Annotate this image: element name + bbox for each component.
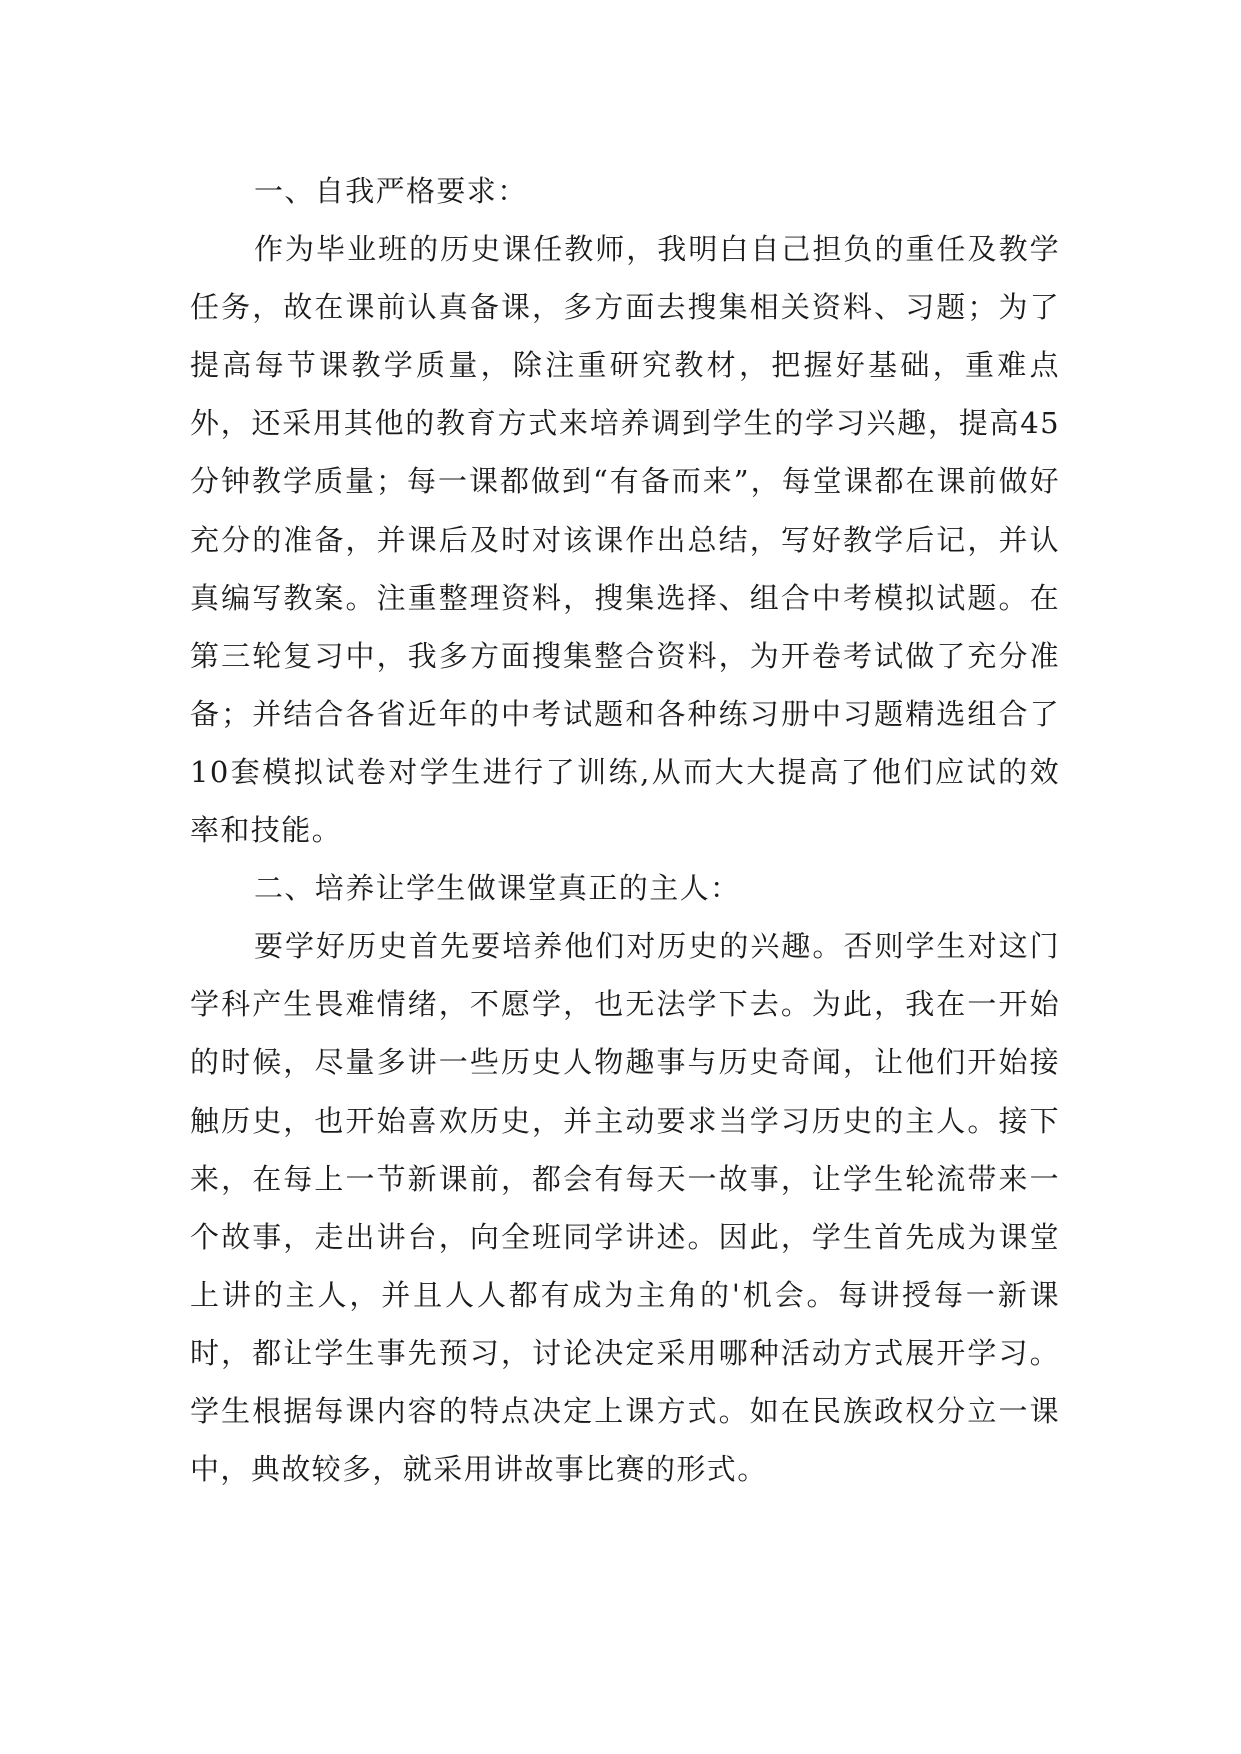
section-paragraph-1: 作为毕业班的历史课任教师，我明白自己担负的重任及教学任务，故在课前认真备课，多方面去搜集相关资料、习题；为了提高每节课教学质量，除注重研究教材，把握好基础，重难点外，还采用其他的教育方式来培养调到学生的学习兴趣，提高45分钟教学质量；每一课都做到“有备而来”，每堂课都在课前做好充分的准备，并课后及时对该课作出总结，写好教学后记，并认真编写教案。注重整理资料，搜集选择、组合中考模拟试题。在第三轮复习中，我多方面搜集整合资料，为开卷考试做了充分准备；并结合各省近年的中考试题和各种练习册中习题精选组合了10套模拟试卷对学生进行了训练,从而大大提高了他们应试的效率和技能。 (190, 232, 1060, 848)
section-heading-2: 二、培养让学生做课堂真正的主人： (254, 871, 741, 906)
section-paragraph-2: 要学好历史首先要培养他们对历史的兴趣。否则学生对这门学科产生畏难情绪，不愿学，也无法学下去。为此，我在一开始的时候，尽量多讲一些历史人物趣事与历史奇闻，让他们开始接触历史，也开始喜欢历史，并主动要求当学习历史的主人。接下来，在每上一节新课前，都会有每天一故事，让学生轮流带来一个故事，走出讲台，向全班同学讲述。因此，学生首先成为课堂上讲的主人，并且人人都有成为主角的'机会。每讲授每一新课时，都让学生事先预习，讨论决定采用哪种活动方式展开学习。学生根据每课内容的特点决定上课方式。如在民族政权分立一课中，典故较多，就采用讲故事比赛的形式。 (190, 929, 1060, 1487)
section-heading-1: 一、自我严格要求： (254, 174, 528, 208)
document-body (190, 162, 1060, 1498)
